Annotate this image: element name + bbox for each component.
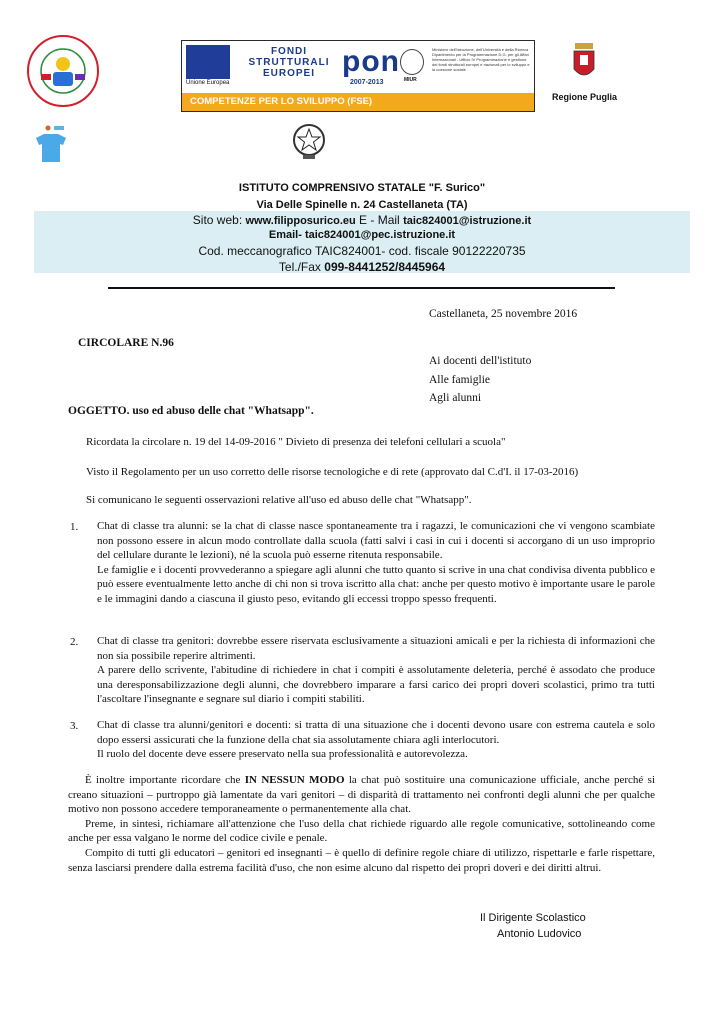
intro-paragraph: Visto il Regolamento per un uso corretto delle risorse tecnologiche e di rete (approvato dal C.d'I. il 17-03-2016) bbox=[86, 466, 579, 478]
signature-name: Antonio Ludovico bbox=[497, 928, 582, 940]
region-label: Regione Puglia bbox=[552, 92, 618, 102]
pon-years: 2007-2013 bbox=[350, 79, 384, 86]
closing-paragraph: È inoltre importante ricordare che IN NESSUN MODO la chat può sostituire una comunicazione ufficiale, anche perché si creano situazioni – purtroppo già lamentate da vari genitori – di disparità di trattamento nei confronti degli alunni che per qualche motivo non possono accedere temporaneamente o permanentemente alla chat. bbox=[68, 774, 655, 816]
list-item: Chat di classe tra alunni/genitori e docenti: si tratta di una situazione che i docenti devono usare con estrema cautela e solo dopo essersi assicurati che la funzione della chat sia assolutamente chiara agli interlocutori. Il ruolo del docente deve essere preservato nella sua professionalità e autorevolezza. bbox=[97, 719, 655, 761]
fse-strip: COMPETENZE PER LO SVILUPPO (FSE) bbox=[182, 93, 534, 111]
mail-link[interactable]: taic824001@istruzione.it bbox=[403, 215, 532, 227]
region-puglia-emblem-icon bbox=[572, 43, 596, 83]
closing-section bbox=[68, 773, 655, 875]
pon-logo: pon bbox=[342, 45, 400, 78]
signature-role: Il Dirigente Scolastico bbox=[480, 912, 586, 924]
tel-fax: Tel./Fax 099-8441252/8445964 bbox=[278, 260, 446, 274]
fondi-strutturali-logo: FONDI STRUTTURALI EUROPEI bbox=[248, 46, 330, 79]
closing-paragraph: Preme, in sintesi, richiamare all'attenzione che l'uso della chat richiede riguardo alle regole comunicative, sottolineando come anche per essa valgano le norme del codice civile e penale. bbox=[68, 817, 655, 845]
list-item: Chat di classe tra alunni: se la chat di classe nasce spontaneamente tra i ragazzi, le comunicazioni che vi vengono scambiate non possono essere in alcun modo controllate dalla scuola (fatti salvi i casi in cui i docenti si accorgano di un uso improprio del cellulare durante le lezioni), né la scuola può esserne ritenuta responsabile. Le famiglie e i docenti provvederanno a spiegare agli alunni che tutto quanto si scrive in una chat condivisa diventa pubblico e può essere eventualmente letto anche di chi non si trova iscritto alla chat: anche per questo motivo è importante usare le parole e le immagini dando a ciascuna il giusto peso, evitando gli eccessi troppo spesso frequenti. bbox=[97, 520, 655, 605]
list-item: Chat di classe tra genitori: dovrebbe essere riservata esclusivamente a situazioni amicali e per la richiesta di informazioni che non sia possibile reperire altrimenti. A parere dello scrivente, l'abitudine di richiedere in chat i compiti è assolutamente deleteria, perché è assodato che produce una deresponsabilizzazione degli alunni, che dovrebbero imparare a farsi carico dei propri doveri scolastici, primo tra tutti l'ascoltare l'insegnante e segnare sul diario i compiti stabiliti. bbox=[97, 635, 655, 706]
recipients-list bbox=[429, 352, 531, 408]
miur-emblem-icon bbox=[400, 49, 424, 75]
recipient: Agli alunni bbox=[429, 392, 482, 404]
mail-label: E - Mail bbox=[355, 213, 404, 227]
institute-codes: Cod. meccanografico TAIC824001- cod. fiscale 90122220735 bbox=[198, 244, 526, 258]
item-number: 1. bbox=[70, 521, 79, 533]
recipient: Ai docenti dell'istituto bbox=[429, 355, 532, 367]
intro-paragraph: Si comunicano le seguenti osservazioni relative all'uso ed abuso delle chat "Whatsapp". bbox=[86, 494, 472, 506]
unicef-tshirt-icon bbox=[34, 124, 68, 164]
pon-fse-banner bbox=[181, 40, 535, 112]
site-link[interactable]: www.filipposurico.eu bbox=[245, 215, 356, 227]
letter-date: Castellaneta, 25 novembre 2016 bbox=[429, 308, 578, 320]
ministry-text: Ministero dell'Istruzione, dell'Università e della Ricerca Dipartimento per la Programmazione D.G. per gli Affari Internazionali - Ufficio IV Programmazione e gestione dei fondi strutturali europei e nazionali per lo sviluppo e la coesione sociale bbox=[432, 47, 530, 72]
intro-paragraph: Ricordata la circolare n. 19 del 14-09-2016 " Divieto di presenza dei telefoni cellulari a scuola" bbox=[86, 436, 506, 448]
closing-paragraph: Compito di tutti gli educatori – genitori ed insegnanti – è quello di definire regole chiare di utilizzo, rispettarle e farle rispettare, senza lasciarsi prendere dalla estrema facilità d'uso, che non esime alcuno dal rispetto dei propri doveri e dei diritti altrui. bbox=[68, 846, 655, 874]
recipient: Alle famiglie bbox=[429, 373, 490, 386]
item-number: 2. bbox=[70, 636, 79, 648]
item-number: 3. bbox=[70, 720, 79, 732]
school-logo bbox=[26, 34, 100, 108]
circular-number: CIRCOLARE N.96 bbox=[78, 337, 174, 349]
eu-label: Unione Europea bbox=[186, 80, 230, 86]
institute-address: Via Delle Spinelle n. 24 Castellaneta (TA) bbox=[256, 199, 468, 211]
pec-email: Email- taic824001@pec.istruzione.it bbox=[268, 229, 456, 241]
contact-web-mail bbox=[0, 213, 724, 227]
institute-name: ISTITUTO COMPRENSIVO STATALE "F. Surico" bbox=[238, 182, 486, 194]
site-label: Sito web: bbox=[192, 213, 246, 227]
miur-label: MIUR bbox=[404, 77, 417, 83]
italian-republic-emblem-icon bbox=[291, 121, 327, 161]
header-divider bbox=[108, 287, 615, 289]
eu-flag-icon bbox=[186, 45, 230, 79]
letter-subject: OGGETTO. uso ed abuso delle chat "Whatsapp". bbox=[68, 405, 314, 417]
